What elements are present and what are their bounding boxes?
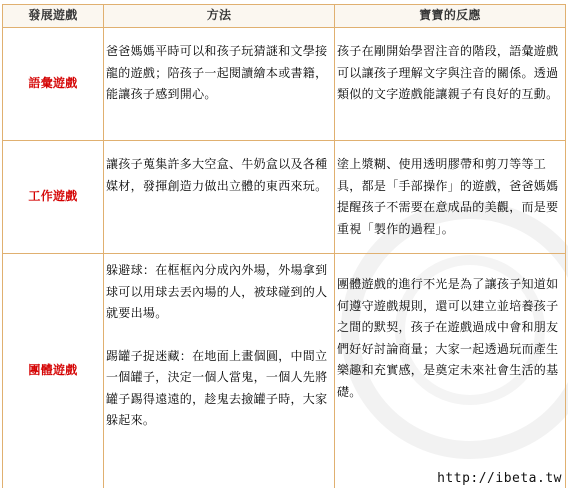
paragraph-gap [106, 325, 332, 346]
header-game-type: 發展遊戲 [3, 5, 104, 28]
reaction-cell: 塗上漿糊、使用透明膠帶和剪刀等等工具，都是「手部操作」的遊戲，爸爸媽媽提醒孩子不需要在意成品的美觀，而是要重視「製作的過程」。 [335, 141, 566, 254]
table-row [3, 254, 566, 488]
method-cell: 爸爸媽媽平時可以和孩子玩猜謎和文學接龍的遊戲；陪孩子一起閱讀繪本或書籍，能讓孩子感到開心。 [104, 28, 335, 141]
table-header-row [3, 5, 566, 28]
category-group-game: 團體遊戲 [3, 254, 104, 488]
reaction-cell: 團體遊戲的進行不光是為了讓孩子知道如何遵守遊戲規則，還可以建立並培養孩子之間的默契，孩子在遊戲過成中會和朋友們好好討論商量；大家一起透過玩而產生樂趣和充實感，是奠定未來社會生活的基礎。 [335, 254, 566, 488]
category-vocabulary-game: 語彙遊戲 [3, 28, 104, 141]
header-method: 方法 [104, 5, 335, 28]
reaction-cell: 孩子在剛開始學習注音的階段，語彙遊戲可以讓孩子理解文字與注音的關係。透過類似的文字遊戲能讓親子有良好的互動。 [335, 28, 566, 141]
method-cell [104, 254, 335, 488]
method-dodgeball-text: 躲避球：在框框內分成內外場，外場拿到球可以用球去丟內場的人，被球碰到的人就要出場。 [106, 263, 328, 320]
method-cell: 讓孩子蒐集許多大空盒、牛奶盒以及各種媒材，發揮創造力做出立體的東西來玩。 [104, 141, 335, 254]
play-development-table [2, 4, 566, 488]
category-work-game: 工作遊戲 [3, 141, 104, 254]
header-baby-reaction: 寶寶的反應 [335, 5, 566, 28]
table-row [3, 141, 566, 254]
source-watermark-text: http://ibeta.tw [437, 471, 562, 486]
method-kick-the-can-text: 踢罐子捉迷藏：在地面上畫個圓，中間立一個罐子，決定一個人當鬼，一個人先將罐子踢得遠遠的，趁鬼去撿罐子時，大家躲起來。 [106, 348, 328, 427]
table-row [3, 28, 566, 141]
